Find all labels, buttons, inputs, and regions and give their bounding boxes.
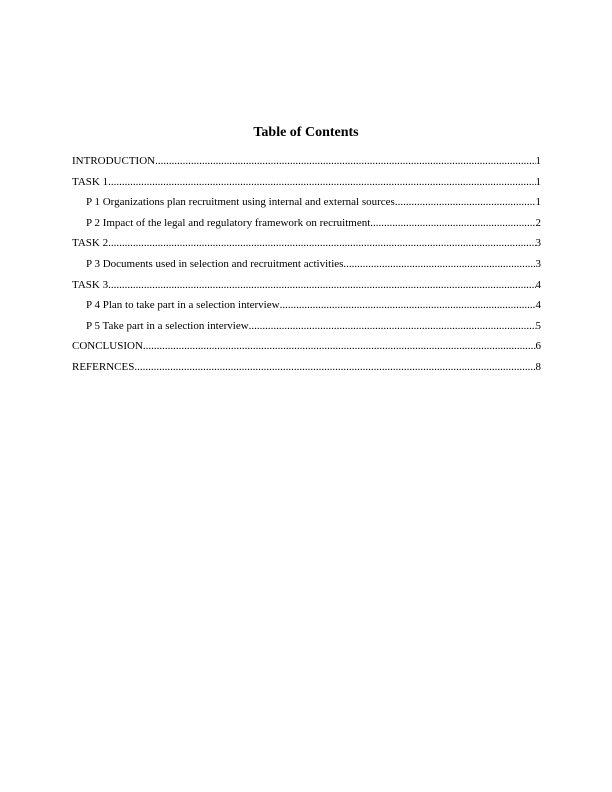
toc-entry-label: P 5 Take part in a selection interview: [86, 319, 249, 332]
toc-entry-page-number: 6: [535, 340, 541, 353]
toc-entry-label: TASK 1: [72, 175, 109, 188]
toc-entry-label: P 2 Impact of the legal and regulatory framework on recruitment: [86, 216, 371, 229]
toc-entry-label: REFERNCES: [72, 360, 135, 373]
toc-dot-leader: [370, 216, 535, 230]
toc-entry-label: TASK 2: [72, 237, 109, 250]
toc-entry-task-3[interactable]: [72, 278, 541, 299]
toc-entry-page-number: 8: [535, 360, 541, 373]
toc-entry-conclusion[interactable]: [72, 339, 541, 360]
toc-dot-leader: [143, 339, 536, 353]
toc-entry-page-number: 4: [535, 299, 541, 312]
toc-entry-page-number: 3: [535, 237, 541, 250]
toc-dot-leader: [395, 195, 536, 209]
toc-entry-task-1[interactable]: [72, 175, 541, 196]
toc-dot-leader: [155, 154, 535, 168]
toc-entry-label: CONCLUSION: [72, 340, 143, 353]
toc-entry-label: P 4 Plan to take part in a selection interview: [86, 299, 280, 312]
toc-entry-p3[interactable]: [72, 257, 541, 278]
toc-entry-label: P 3 Documents used in selection and recruitment activities: [86, 257, 344, 270]
toc-entry-page-number: 1: [535, 155, 541, 167]
toc-entry-page-number: 1: [535, 196, 541, 209]
toc-entry-p1[interactable]: [72, 195, 541, 216]
toc-entry-page-number: 5: [535, 319, 541, 332]
toc-entry-label: TASK 3: [72, 278, 109, 291]
toc-entry-p2[interactable]: [72, 216, 541, 237]
toc-entry-page-number: 1: [535, 175, 541, 188]
toc-entry-references[interactable]: [72, 360, 541, 381]
toc-dot-leader: [134, 360, 535, 374]
toc-entry-task-2[interactable]: [72, 236, 541, 257]
toc-entry-introduction[interactable]: [72, 154, 541, 175]
toc-entry-page-number: 4: [535, 278, 541, 291]
toc-dot-leader: [108, 278, 535, 292]
toc-dot-leader: [108, 236, 535, 250]
toc-entry-p4[interactable]: [72, 298, 541, 319]
toc-entry-page-number: 2: [535, 216, 541, 229]
toc-dot-leader: [249, 319, 536, 333]
toc-entry-label: INTRODUCTION: [72, 155, 156, 167]
toc-dot-leader: [108, 175, 535, 189]
toc-entry-page-number: 3: [535, 257, 541, 270]
toc-dot-leader: [280, 298, 536, 312]
toc-list: [72, 154, 541, 381]
toc-entry-p5[interactable]: [72, 319, 541, 340]
toc-title: Table of Contents: [253, 125, 359, 140]
toc-entry-label: P 1 Organizations plan recruitment using internal and external sources: [86, 196, 395, 209]
toc-dot-leader: [343, 257, 535, 271]
